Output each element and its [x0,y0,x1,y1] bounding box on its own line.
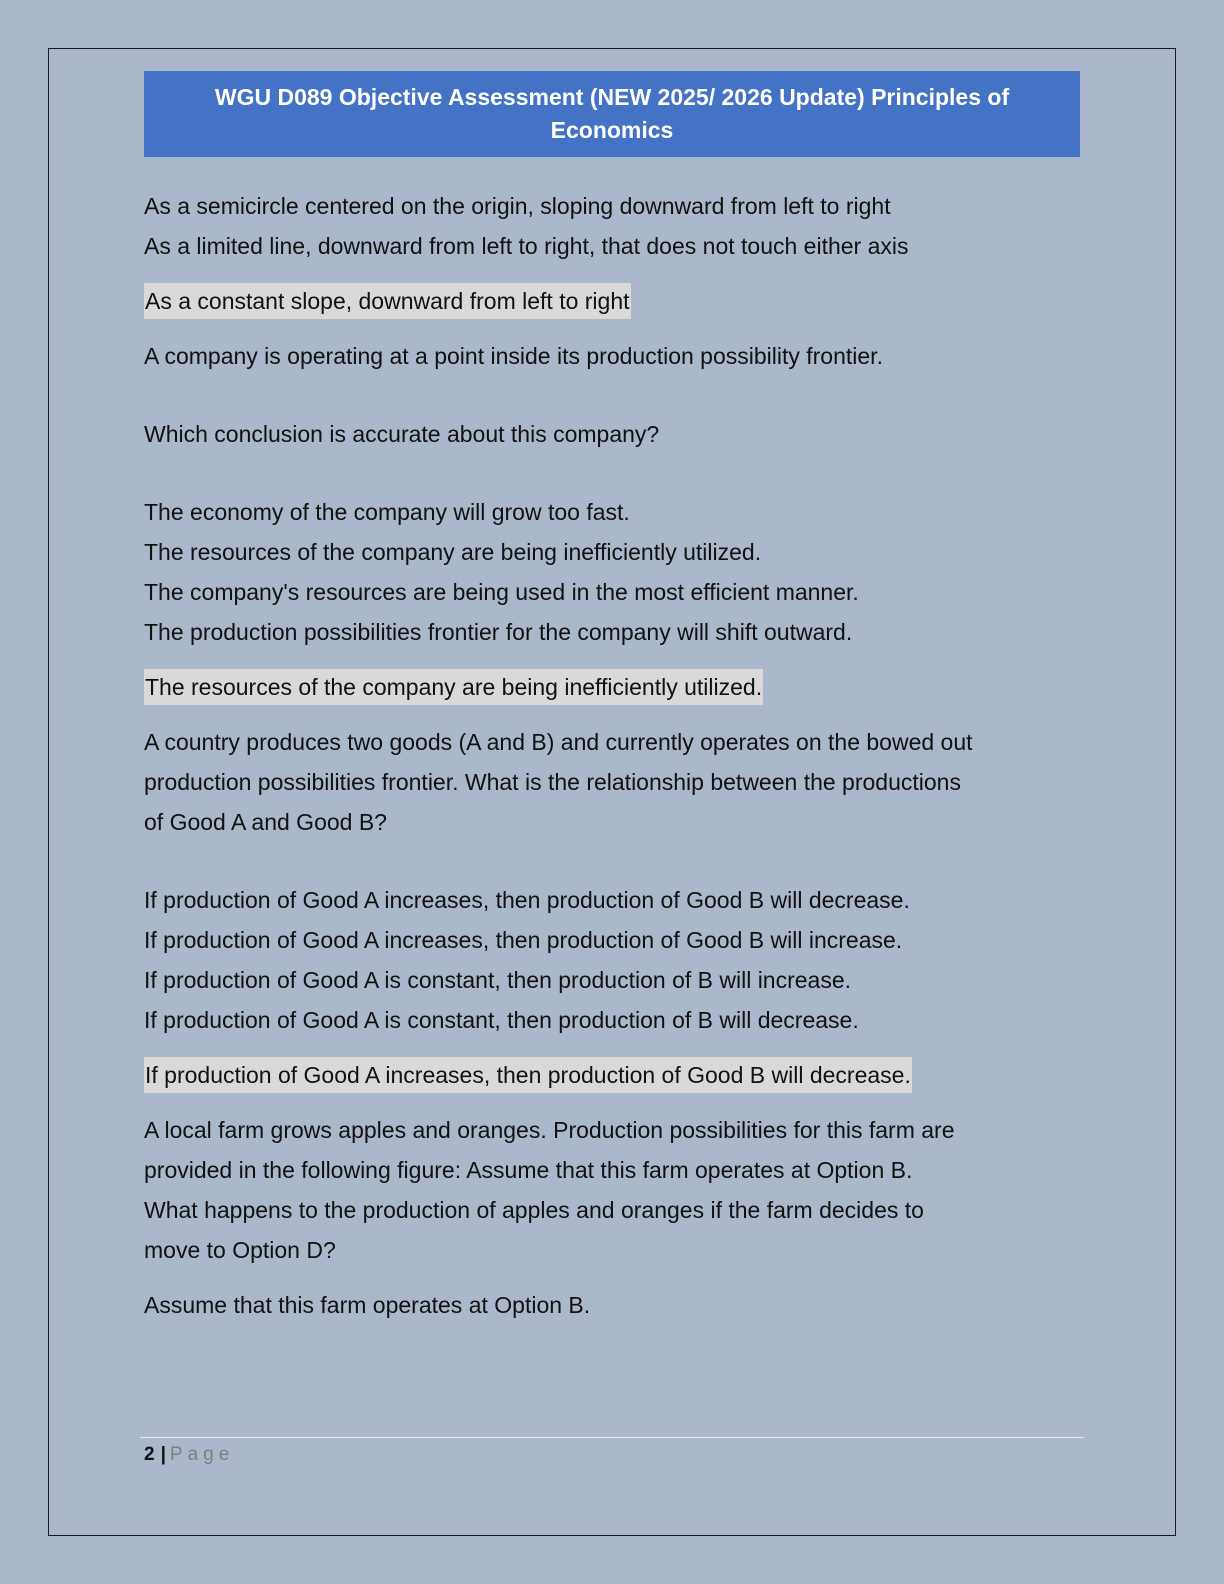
option-text: If production of Good A is constant, then production of B will decrease. [144,1007,859,1033]
question-0-options [144,186,1084,266]
question-stem-line: A country produces two goods (A and B) and currently operates on the bowed out [144,729,973,755]
page-number: 2 [144,1444,155,1465]
footer-divider [140,1437,1084,1438]
highlighted-answer: If production of Good A increases, then production of Good B will decrease. [144,1057,912,1093]
question-stem-line: move to Option D? [144,1237,336,1263]
option-text: The economy of the company will grow too fast. [144,499,630,525]
document-title: WGU D089 Objective Assessment (NEW 2025/ 2026 Update) Principles of Economics [144,71,1080,157]
answer-row [144,281,1084,321]
question-stem-line: What happens to the production of apples and oranges if the farm decides to [144,1197,924,1223]
answer-row [144,667,1084,707]
document-body [144,186,1084,1325]
question-2 [144,722,1084,1040]
question-note: Assume that this farm operates at Option B. [144,1292,591,1318]
highlighted-answer: As a constant slope, downward from left to right [144,283,631,319]
question-1 [144,336,1084,652]
question-prompt: Which conclusion is accurate about this company? [144,421,660,447]
highlighted-answer: The resources of the company are being inefficiently utilized. [144,669,763,705]
option-text: As a limited line, downward from left to right, that does not touch either axis [144,233,909,259]
option-text: As a semicircle centered on the origin, sloping downward from left to right [144,193,891,219]
option-text: The production possibilities frontier for the company will shift outward. [144,619,853,645]
page-label: Page [169,1444,235,1465]
question-stem: A company is operating at a point inside its production possibility frontier. [144,343,883,369]
option-text: If production of Good A is constant, then production of B will increase. [144,967,852,993]
answer-row [144,1055,1084,1095]
question-stem-line: production possibilities frontier. What is the relationship between the productions [144,769,961,795]
question-stem-line: of Good A and Good B? [144,809,387,835]
question-stem-line: provided in the following figure: Assume that this farm operates at Option B. [144,1157,913,1183]
option-text: The company's resources are being used in the most efficient manner. [144,579,859,605]
question-3 [144,1110,1084,1325]
question-stem-line: A local farm grows apples and oranges. Production possibilities for this farm are [144,1117,955,1143]
option-text: If production of Good A increases, then production of Good B will increase. [144,927,903,953]
option-text: If production of Good A increases, then production of Good B will decrease. [144,887,910,913]
page-footer [144,1441,234,1469]
option-text: The resources of the company are being inefficiently utilized. [144,539,762,565]
page-separator: | [160,1444,166,1465]
